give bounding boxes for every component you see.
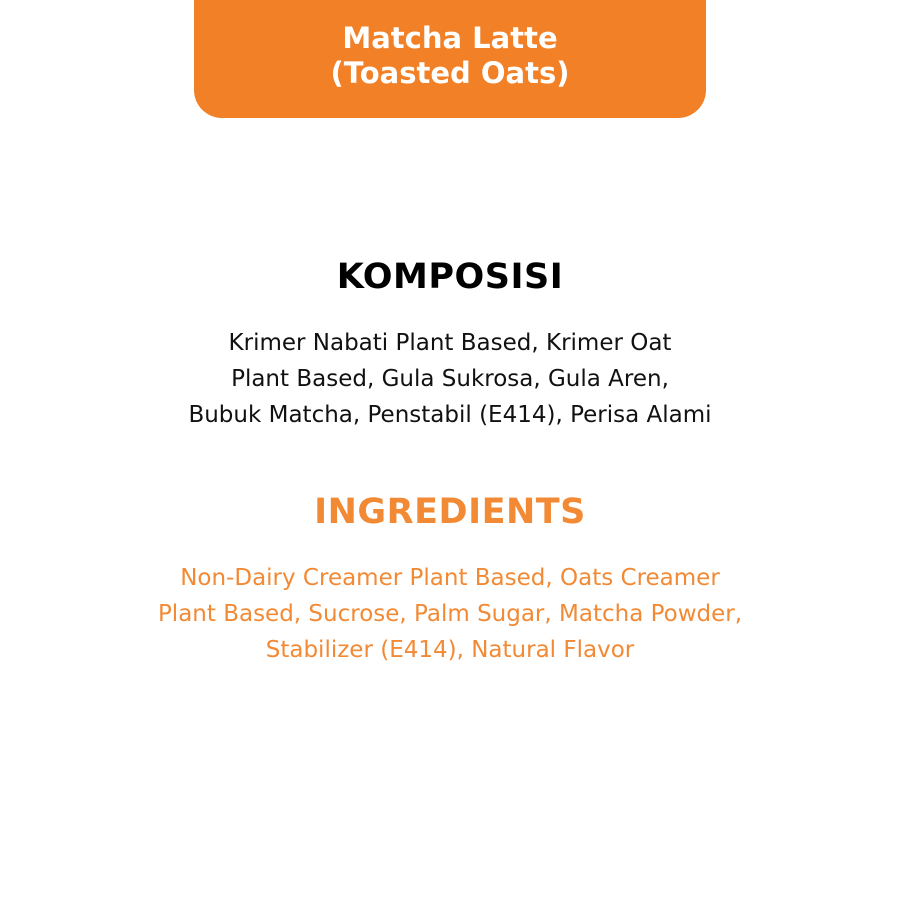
komposisi-line: Krimer Nabati Plant Based, Krimer Oat: [228, 330, 672, 356]
ingredients-heading: INGREDIENTS: [314, 492, 586, 532]
ingredients-text: [0, 560, 900, 668]
ingredients-line: Non-Dairy Creamer Plant Based, Oats Creamer: [180, 565, 720, 591]
komposisi-line: Bubuk Matcha, Penstabil (E414), Perisa Alami: [188, 402, 712, 428]
komposisi-heading: KOMPOSISI: [336, 257, 564, 297]
ingredients-line: Plant Based, Sucrose, Palm Sugar, Matcha Powder,: [157, 601, 743, 627]
komposisi-text: [0, 325, 900, 433]
komposisi-line: Plant Based, Gula Sukrosa, Gula Aren,: [231, 366, 669, 392]
product-title-tab: [194, 0, 706, 118]
product-name: Matcha Latte: [342, 21, 558, 55]
product-variant: (Toasted Oats): [330, 56, 570, 90]
ingredients-line: Stabilizer (E414), Natural Flavor: [265, 637, 635, 663]
